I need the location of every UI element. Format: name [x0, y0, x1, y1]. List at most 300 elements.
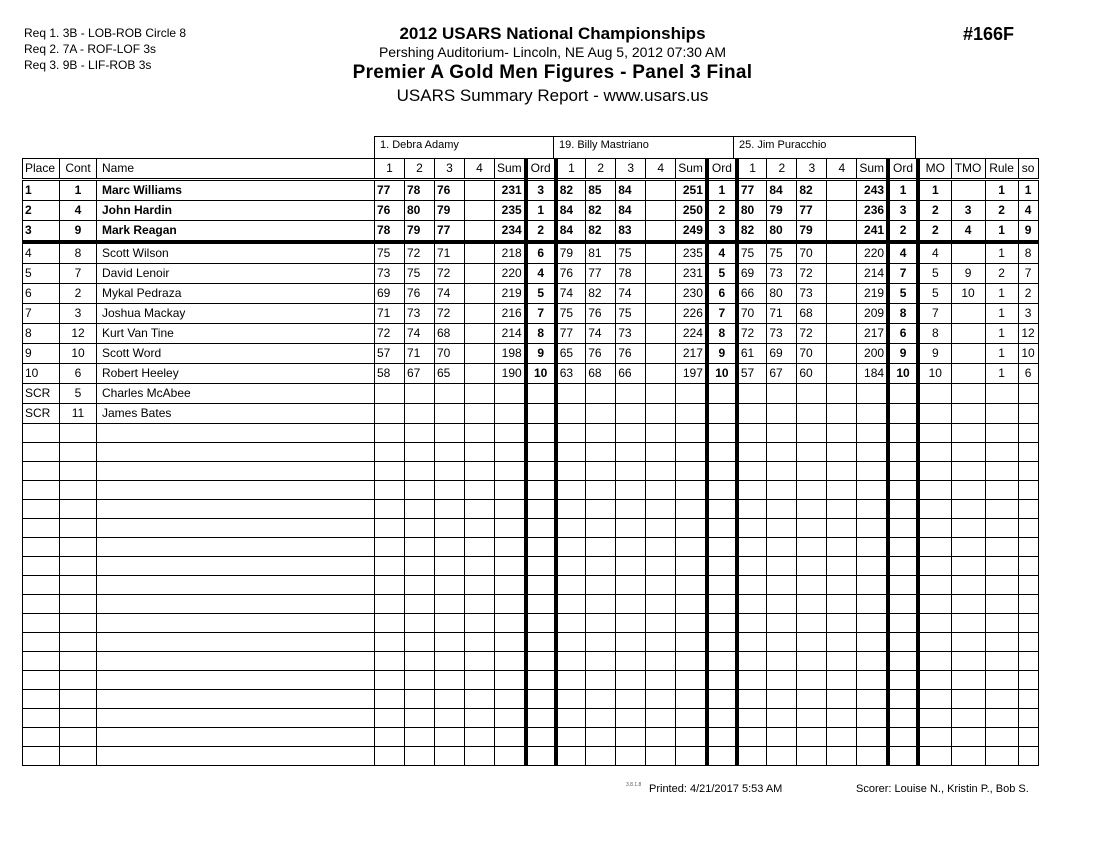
- cont-cell: [60, 519, 97, 538]
- judge-cell: [676, 728, 707, 747]
- mo-cell: [918, 595, 951, 614]
- cont-cell: [60, 633, 97, 652]
- judge2-ordinal: 10: [707, 364, 737, 384]
- judge1-sum: 218: [495, 242, 526, 264]
- judge3-ordinal: 8: [888, 304, 918, 324]
- judge3-score-3: [797, 404, 827, 424]
- judge-cell: [586, 633, 616, 652]
- judge-cell: [888, 462, 918, 481]
- rule-cell: [985, 709, 1018, 728]
- judge-cell: [737, 424, 767, 443]
- header-judge3-col3: 4: [827, 159, 857, 180]
- judge-cell: [646, 652, 676, 671]
- judge-cell: [646, 481, 676, 500]
- place-cell: [23, 652, 60, 671]
- skater-name: [97, 747, 375, 766]
- judge3-sum: 241: [857, 221, 888, 243]
- judge-cell: [616, 709, 646, 728]
- rule-cell: 1: [985, 284, 1018, 304]
- judge-cell: [405, 481, 435, 500]
- rule-cell: [985, 462, 1018, 481]
- judge2-score-1: 84: [556, 201, 586, 221]
- judge-cell: [405, 443, 435, 462]
- judge-cell: [767, 576, 797, 595]
- judge3-score-1: 61: [737, 344, 767, 364]
- judge-cell: [375, 747, 405, 766]
- judge-cell: [767, 633, 797, 652]
- skater-name: [97, 538, 375, 557]
- blank-row: [23, 557, 1039, 576]
- so-cell: [1018, 709, 1038, 728]
- judge-cell: [586, 424, 616, 443]
- judge-cell: [797, 595, 827, 614]
- judge2-score-2: 76: [586, 304, 616, 324]
- judge3-score-4: [827, 384, 857, 404]
- mo-cell: [918, 557, 951, 576]
- judge2-sum: 230: [676, 284, 707, 304]
- judge-cell: [676, 557, 707, 576]
- judge2-score-2: 74: [586, 324, 616, 344]
- judge-cell: [676, 500, 707, 519]
- judge-cell: [556, 633, 586, 652]
- judge-cell: [586, 747, 616, 766]
- skater-name: Robert Heeley: [97, 364, 375, 384]
- judge-cell: [707, 671, 737, 690]
- judge2-score-4: [646, 324, 676, 344]
- judge-cell: [526, 557, 556, 576]
- rule-cell: [985, 576, 1018, 595]
- judge-cell: [676, 633, 707, 652]
- judge-cell: [767, 424, 797, 443]
- judge-cell: [827, 652, 857, 671]
- event-title: Premier A Gold Men Figures - Panel 3 Final: [352, 62, 753, 83]
- judge3-sum: 184: [857, 364, 888, 384]
- judge-cell: [435, 576, 465, 595]
- judge2-ordinal: 8: [707, 324, 737, 344]
- judge2-score-2: 82: [586, 201, 616, 221]
- judge1-ordinal: [526, 404, 556, 424]
- judge2-score-4: [646, 284, 676, 304]
- judge2-ordinal: 4: [707, 242, 737, 264]
- judge2-score-3: 78: [616, 264, 646, 284]
- judge3-ordinal: 6: [888, 324, 918, 344]
- judge-cell: [556, 595, 586, 614]
- judge3-score-3: 82: [797, 180, 827, 201]
- tmo-cell: [951, 500, 985, 519]
- judge-cell: [888, 500, 918, 519]
- judge-cell: [707, 747, 737, 766]
- judge-cell: [707, 462, 737, 481]
- rule-cell: [985, 557, 1018, 576]
- judge1-ordinal: 5: [526, 284, 556, 304]
- judge-cell: [797, 614, 827, 633]
- judge-cell: [888, 443, 918, 462]
- judge-cell: [616, 557, 646, 576]
- rule-cell: 1: [985, 221, 1018, 243]
- judge-cell: [737, 614, 767, 633]
- rule-cell: 1: [985, 304, 1018, 324]
- judge-cell: [827, 500, 857, 519]
- skater-name: [97, 728, 375, 747]
- tmo-cell: [951, 652, 985, 671]
- judge-cell: [737, 747, 767, 766]
- judge-cell: [556, 443, 586, 462]
- judge3-score-3: 72: [797, 324, 827, 344]
- mo-cell: [918, 671, 951, 690]
- judge-cell: [797, 652, 827, 671]
- header-judge1-col3: 4: [465, 159, 495, 180]
- tmo-cell: [951, 481, 985, 500]
- judge3-score-2: [767, 384, 797, 404]
- judge1-sum: 231: [495, 180, 526, 201]
- place-cell: 8: [23, 324, 60, 344]
- judge-cell: [495, 500, 526, 519]
- judge2-score-1: [556, 404, 586, 424]
- judge-cell: [465, 747, 495, 766]
- judge2-score-1: 76: [556, 264, 586, 284]
- judge3-ordinal: 2: [888, 221, 918, 243]
- cont-cell: 8: [60, 242, 97, 264]
- judge-cell: [465, 424, 495, 443]
- table-row: [23, 344, 1039, 364]
- judge-cell: [767, 671, 797, 690]
- judge3-score-1: [737, 384, 767, 404]
- skater-name: [97, 709, 375, 728]
- so-cell: 12: [1018, 324, 1038, 344]
- venue-datetime: Pershing Auditorium- Lincoln, NE Aug 5, 2012 07:30 AM: [378, 44, 727, 60]
- rule-cell: 1: [985, 344, 1018, 364]
- place-cell: 2: [23, 201, 60, 221]
- judge3-ordinal: 1: [888, 180, 918, 201]
- judge-cell: [616, 614, 646, 633]
- place-cell: SCR: [23, 384, 60, 404]
- judge-cell: [767, 728, 797, 747]
- judge-cell: [707, 557, 737, 576]
- judge3-score-3: [797, 384, 827, 404]
- judge-cell: [435, 614, 465, 633]
- judge3-score-2: 79: [767, 201, 797, 221]
- judge1-score-4: [465, 180, 495, 201]
- judge-cell: [676, 747, 707, 766]
- header-judge2-col4: Sum: [676, 159, 707, 180]
- judge-cell: [586, 709, 616, 728]
- judge1-score-4: [465, 264, 495, 284]
- judge3-score-1: 70: [737, 304, 767, 324]
- judge1-score-3: 77: [435, 221, 465, 243]
- judge-cell: [526, 576, 556, 595]
- tmo-cell: [951, 324, 985, 344]
- judge-cell: [526, 614, 556, 633]
- judge-cell: [616, 443, 646, 462]
- judge3-score-1: [737, 404, 767, 424]
- tmo-cell: 10: [951, 284, 985, 304]
- mo-cell: 7: [918, 304, 951, 324]
- judge1-sum: 198: [495, 344, 526, 364]
- blank-row: [23, 481, 1039, 500]
- judge2-sum: 251: [676, 180, 707, 201]
- judge-cell: [888, 728, 918, 747]
- mo-cell: 5: [918, 264, 951, 284]
- judge-cell: [888, 481, 918, 500]
- requirement-2: Req 2. 7A - ROF-LOF 3s: [24, 42, 157, 56]
- judge3-score-2: 80: [767, 221, 797, 243]
- judge3-score-4: [827, 180, 857, 201]
- tmo-cell: [951, 404, 985, 424]
- judge-cell: [707, 481, 737, 500]
- judge1-sum: [495, 404, 526, 424]
- judge3-score-4: [827, 242, 857, 264]
- judge-cell: [465, 595, 495, 614]
- judge1-sum: 234: [495, 221, 526, 243]
- rule-cell: [985, 384, 1018, 404]
- judge-cell: [616, 576, 646, 595]
- judge-cell: [435, 557, 465, 576]
- judge1-ordinal: 9: [526, 344, 556, 364]
- judge1-score-4: [465, 201, 495, 221]
- judge1-score-1: 78: [375, 221, 405, 243]
- table-row: [23, 201, 1039, 221]
- judge-cell: [405, 652, 435, 671]
- judge-cell: [676, 538, 707, 557]
- requirement-1: Req 1. 3B - LOB-ROB Circle 8: [24, 26, 187, 40]
- judge-cell: [375, 557, 405, 576]
- judge-cell: [435, 595, 465, 614]
- judge3-score-3: 70: [797, 242, 827, 264]
- judge1-ordinal: 8: [526, 324, 556, 344]
- judge-cell: [646, 538, 676, 557]
- judge-cell: [495, 443, 526, 462]
- cont-cell: [60, 538, 97, 557]
- judge-cell: [375, 481, 405, 500]
- judge-cell: [495, 709, 526, 728]
- judge-cell: [465, 500, 495, 519]
- judge-cell: [797, 519, 827, 538]
- judge-cell: [888, 747, 918, 766]
- judge3-score-2: 84: [767, 180, 797, 201]
- skater-name: Marc Williams: [97, 180, 375, 201]
- judge1-score-2: 72: [405, 242, 435, 264]
- judge-cell: [435, 481, 465, 500]
- judge-cell: [616, 690, 646, 709]
- mo-cell: [918, 424, 951, 443]
- judge-cell: [616, 519, 646, 538]
- so-cell: [1018, 728, 1038, 747]
- judge-cell: [707, 538, 737, 557]
- judge-cell: [767, 557, 797, 576]
- judge-cell: [556, 424, 586, 443]
- judge-cell: [888, 519, 918, 538]
- mo-cell: [918, 576, 951, 595]
- skater-name: Mark Reagan: [97, 221, 375, 243]
- tmo-cell: [951, 443, 985, 462]
- judge-cell: [888, 709, 918, 728]
- judge-cell: [526, 462, 556, 481]
- so-cell: [1018, 500, 1038, 519]
- judge-cell: [556, 557, 586, 576]
- judge2-ordinal: [707, 384, 737, 404]
- tmo-cell: [951, 576, 985, 595]
- judge2-sum: 217: [676, 344, 707, 364]
- judge-cell: [556, 690, 586, 709]
- judge-cell: [586, 481, 616, 500]
- judge-cell: [707, 652, 737, 671]
- judge3-score-2: 73: [767, 264, 797, 284]
- judge3-score-4: [827, 221, 857, 243]
- skater-name: [97, 671, 375, 690]
- judge-cell: [646, 576, 676, 595]
- judge2-ordinal: [707, 404, 737, 424]
- judge1-score-1: 57: [375, 344, 405, 364]
- judge2-score-3: 84: [616, 201, 646, 221]
- judge2-score-4: [646, 384, 676, 404]
- judge1-score-4: [465, 242, 495, 264]
- judge1-score-1: 73: [375, 264, 405, 284]
- judge-cell: [857, 614, 888, 633]
- so-cell: [1018, 462, 1038, 481]
- place-cell: 10: [23, 364, 60, 384]
- judge-cell: [556, 709, 586, 728]
- place-cell: [23, 576, 60, 595]
- judge3-score-2: 80: [767, 284, 797, 304]
- judge3-score-4: [827, 264, 857, 284]
- judge-cell: [676, 519, 707, 538]
- rule-cell: 1: [985, 324, 1018, 344]
- judge1-score-2: 67: [405, 364, 435, 384]
- so-cell: [1018, 576, 1038, 595]
- judge-cell: [888, 424, 918, 443]
- place-cell: [23, 671, 60, 690]
- blank-row: [23, 728, 1039, 747]
- judge-cell: [737, 595, 767, 614]
- so-cell: 8: [1018, 242, 1038, 264]
- judge2-score-3: 84: [616, 180, 646, 201]
- place-cell: 5: [23, 264, 60, 284]
- so-cell: 1: [1018, 180, 1038, 201]
- judge2-score-4: [646, 201, 676, 221]
- judge-cell: [526, 424, 556, 443]
- judge-cell: [526, 652, 556, 671]
- judge2-score-2: 76: [586, 344, 616, 364]
- place-cell: [23, 614, 60, 633]
- judge-cell: [827, 424, 857, 443]
- judge-cell: [797, 690, 827, 709]
- judge3-score-3: 72: [797, 264, 827, 284]
- rule-cell: 1: [985, 242, 1018, 264]
- judge-cell: [405, 519, 435, 538]
- judge-cell: [556, 652, 586, 671]
- mo-cell: 1: [918, 180, 951, 201]
- report-subtitle: USARS Summary Report - www.usars.us: [396, 86, 709, 105]
- judge-cell: [857, 481, 888, 500]
- cont-cell: 1: [60, 180, 97, 201]
- judge1-score-3: 72: [435, 264, 465, 284]
- judge-cell: [707, 709, 737, 728]
- judge-cell: [646, 462, 676, 481]
- judge-cell: [495, 576, 526, 595]
- place-cell: 3: [23, 221, 60, 243]
- judge1-score-4: [465, 304, 495, 324]
- cont-cell: [60, 614, 97, 633]
- header-judge2-col0: 1: [556, 159, 586, 180]
- judge3-ordinal: 3: [888, 201, 918, 221]
- judge-cell: [767, 652, 797, 671]
- judge-cell: [888, 576, 918, 595]
- mo-cell: [918, 690, 951, 709]
- judge-cell: [435, 500, 465, 519]
- judge-cell: [737, 519, 767, 538]
- judge1-sum: 219: [495, 284, 526, 304]
- judge-cell: [707, 576, 737, 595]
- judge-cell: [827, 633, 857, 652]
- judge-cell: [888, 652, 918, 671]
- so-cell: 3: [1018, 304, 1038, 324]
- judge-cell: [737, 652, 767, 671]
- table-header-row: [23, 159, 1039, 180]
- mo-cell: 4: [918, 242, 951, 264]
- judge-cell: [586, 614, 616, 633]
- rule-cell: 1: [985, 364, 1018, 384]
- so-cell: [1018, 614, 1038, 633]
- rule-cell: [985, 500, 1018, 519]
- judge1-score-3: 68: [435, 324, 465, 344]
- judge1-sum: 220: [495, 264, 526, 284]
- judge1-score-1: 75: [375, 242, 405, 264]
- tmo-cell: 4: [951, 221, 985, 243]
- judge2-score-4: [646, 221, 676, 243]
- judge-cell: [888, 557, 918, 576]
- judge-cell: [676, 424, 707, 443]
- judge-cell: [707, 500, 737, 519]
- judge-cell: [375, 709, 405, 728]
- judge-cell: [495, 633, 526, 652]
- judge2-score-4: [646, 364, 676, 384]
- judge-cell: [827, 519, 857, 538]
- judge-cell: [495, 614, 526, 633]
- blank-row: [23, 500, 1039, 519]
- judge-cell: [827, 481, 857, 500]
- judge1-score-3: [435, 384, 465, 404]
- software-version: 3.8.1.8: [626, 782, 642, 788]
- judge-cell: [495, 557, 526, 576]
- place-cell: 4: [23, 242, 60, 264]
- judge-cell: [797, 633, 827, 652]
- judge2-score-4: [646, 242, 676, 264]
- mo-cell: [918, 633, 951, 652]
- judge3-score-4: [827, 364, 857, 384]
- cont-cell: 7: [60, 264, 97, 284]
- place-cell: [23, 690, 60, 709]
- judge3-score-1: 69: [737, 264, 767, 284]
- judge-cell: [586, 652, 616, 671]
- judge-cell: [767, 747, 797, 766]
- judge-cell: [737, 671, 767, 690]
- judge-cell: [827, 595, 857, 614]
- judge-cell: [405, 633, 435, 652]
- tmo-cell: [951, 557, 985, 576]
- judge-cell: [375, 652, 405, 671]
- judge-cell: [767, 538, 797, 557]
- place-cell: SCR: [23, 404, 60, 424]
- tmo-cell: [951, 424, 985, 443]
- header-judge2-col1: 2: [586, 159, 616, 180]
- skater-name: [97, 614, 375, 633]
- blank-row: [23, 652, 1039, 671]
- header-name: Name: [97, 159, 375, 180]
- cont-cell: [60, 424, 97, 443]
- judge-cell: [465, 690, 495, 709]
- skater-name: Scott Wilson: [97, 242, 375, 264]
- judge3-score-1: 80: [737, 201, 767, 221]
